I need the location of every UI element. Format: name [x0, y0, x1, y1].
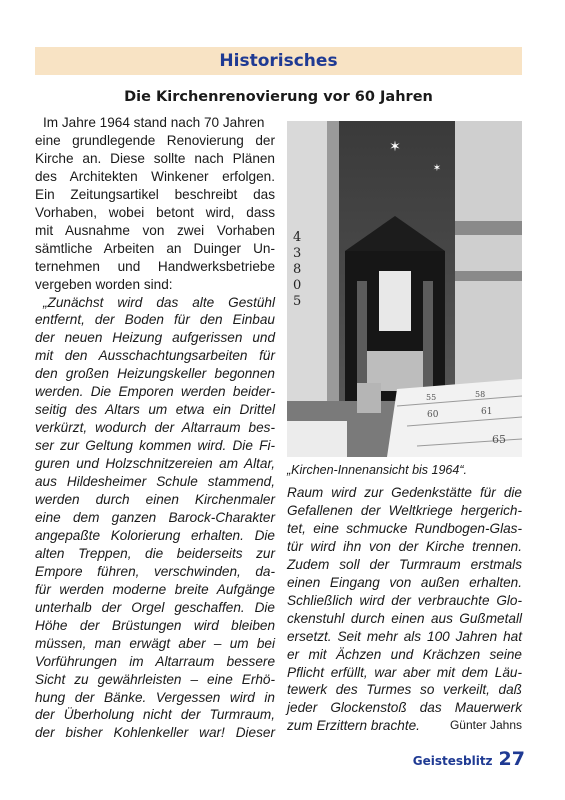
article-line: Zudem soll der Turmraum erstmals	[287, 556, 522, 572]
article-line: „Zunächst wird das alte Gestühl	[43, 294, 275, 310]
article-line: hung der Bänke. Vergessen wird in	[35, 689, 275, 705]
article-headline: Die Kirchenrenovierung vor 60 Jahren	[124, 89, 433, 105]
article-line: tür wird ihn von der Kirche trennen.	[287, 538, 522, 554]
hymn-board-digit: 0	[293, 278, 302, 293]
article-line: eine grundlegende Renovierung der	[35, 132, 275, 148]
article-column-right	[287, 484, 522, 735]
article-line: Vorführungen im Altarraum bessere	[35, 653, 275, 669]
pew-number: 55	[426, 393, 437, 402]
photo-caption: „Kirchen-Innenansicht bis 1964“.	[287, 463, 467, 477]
pew-number: 65	[492, 433, 506, 446]
article-line: Höhe der Brüstungen wird bleiben	[35, 617, 275, 633]
article-line: tewerk des Turmes so verkeilt, daß	[287, 682, 522, 698]
article-line: sämtliche Arbeiten an Duinger Un-	[35, 240, 275, 256]
photo-illustration	[287, 121, 522, 457]
pew-number: 61	[481, 407, 493, 417]
article-line: ckenstuhl durch einen aus Gußmetall	[287, 610, 522, 626]
article-line: guren und Holzschnitzereien am Altar,	[35, 456, 275, 472]
article-line: unterhalb der Orgel geschaffen. Die	[35, 599, 275, 615]
pew-number: 58	[475, 390, 486, 399]
article-line: aus Hildesheimer Schule stammend,	[35, 474, 275, 490]
hymn-board-digit: 3	[293, 246, 302, 261]
article-line: einen Eingang von außen erhalten.	[287, 574, 522, 590]
svg-text:✶: ✶	[432, 163, 442, 174]
article-line: müssen, man erwägt aber – um bei	[35, 635, 275, 651]
article-line: des Architekten Winkener erfolgen.	[35, 168, 275, 184]
article-line: Schließlich wird der verbrauchte Glo-	[287, 592, 522, 608]
article-line: ser zur Geltung kommen wird. Die Fi-	[35, 438, 275, 454]
section-title: Historisches	[219, 51, 338, 71]
article-line: der neuen Heizung aufgerissen und	[35, 330, 275, 346]
section-banner	[35, 47, 522, 75]
article-column-left	[35, 114, 275, 742]
article-line: ersetzt. Seit mehr als 100 Jahren hat	[287, 628, 522, 644]
article-line: mit den Ausschachtungsarbeiten für	[35, 348, 275, 364]
article-line: mit Ausnahme von zwei Vorhaben	[35, 222, 275, 238]
article-line: Empore führen, verschwinden, da-	[35, 563, 275, 579]
article-line: Im Jahre 1964 stand nach 70 Jahren	[43, 115, 265, 130]
church-interior-photo	[287, 121, 522, 457]
article-line: werden. Die Emporen werden beider-	[35, 384, 275, 400]
article-line: Vorhaben, wobei betont wird, dass	[35, 204, 275, 220]
article-line: alten Treppen, die beiderseits zur	[35, 545, 275, 561]
article-line: Kirche an. Diese sollte nach Plänen	[35, 150, 275, 166]
article-line: vergeben worden sind:	[35, 276, 173, 292]
article-line: jeder Glockenstoß das Mauerwerk	[287, 700, 522, 716]
article-line: Gefallenen der Weltkriege hergerich-	[287, 502, 522, 518]
article-line: zum Erzittern brachte.	[287, 718, 420, 734]
pew-number: 60	[427, 410, 439, 420]
magazine-name: Geistesblitz	[412, 754, 493, 768]
article-line: ternehmen und Handwerksbetriebe	[35, 258, 275, 274]
svg-text:✶: ✶	[389, 139, 401, 155]
article-line: tet, eine schmucke Rundbogen-Glas-	[287, 520, 522, 536]
hymn-board-digit: 5	[293, 294, 302, 309]
article-line: Raum wird zur Gedenkstätte für die	[287, 485, 522, 500]
article-line: er mit Ächzen und Krächzen seine	[287, 646, 522, 662]
page-number: 27	[498, 748, 525, 770]
article-line: den großen Heizungskeller begonnen	[35, 366, 275, 382]
article-line: der Überholung nicht der Turmraum,	[35, 707, 275, 723]
article-line: seitig des Altars um etwa ein Drittel	[35, 402, 275, 418]
author-name: Günter Jahns	[449, 718, 522, 733]
article-line: Ein Zeitungsartikel beschreibt das	[35, 186, 275, 202]
page-footer	[413, 748, 525, 770]
article-line: werden durch einen Kirchenmaler	[35, 492, 275, 508]
article-line: verkürzt, wodurch der Altarraum bes-	[35, 420, 275, 436]
closing-line	[287, 717, 522, 735]
article-line: der bisher Kohlenkeller war! Dieser	[35, 725, 275, 741]
hymn-board-digit: 4	[293, 230, 302, 245]
article-line: für werden moderne breite Aufgänge	[35, 581, 275, 597]
article-line: angepaßte Kolorierung erhalten. Die	[35, 527, 275, 543]
article-line: Sicht zu gewährleisten – eine Erhö-	[35, 671, 275, 687]
article-line: entfernt, der Boden für den Einbau	[35, 312, 275, 328]
article-line: eine dem ganzen Barock-Charakter	[35, 509, 275, 525]
hymn-board-digit: 8	[293, 262, 302, 277]
article-line: Pflicht erfüllt, war aber mit dem Läu-	[287, 664, 522, 680]
